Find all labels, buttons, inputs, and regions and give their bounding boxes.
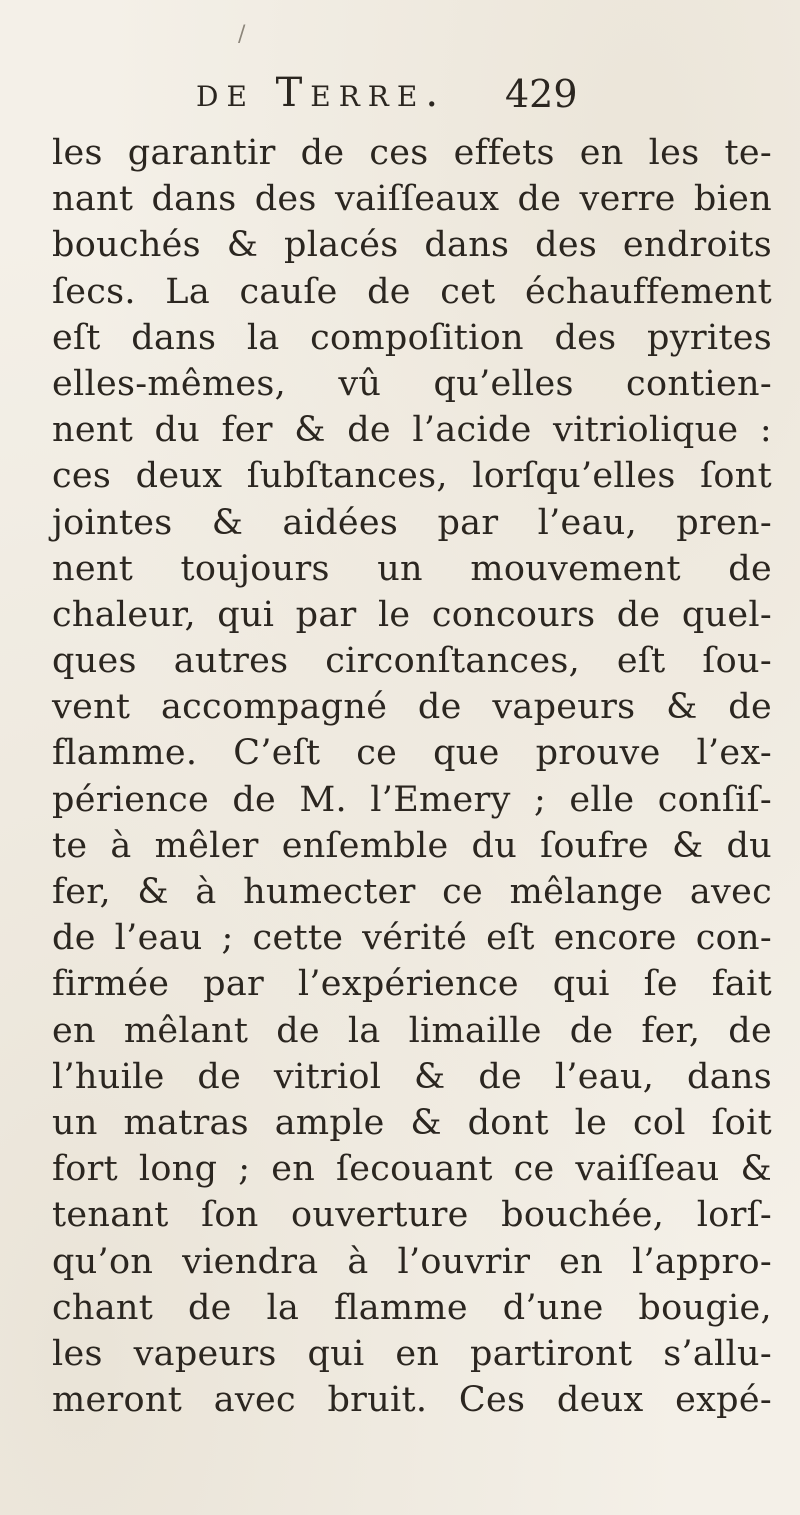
text-line: ces deux ſubſtances, lorſqu’elles ſont	[52, 456, 772, 497]
running-title: de Terre.	[196, 70, 447, 116]
text-line: eſt dans la compoſition des pyrites	[52, 317, 772, 358]
text-line: tenant ſon ouverture bouchée, lorſ-	[52, 1195, 772, 1236]
text-line: flamme. C’eſt ce que prouve l’ex-	[52, 733, 772, 774]
text-line: bouchés & placés dans des endroits	[52, 225, 772, 266]
stray-ink-mark: /	[238, 22, 246, 47]
text-line: elles-mêmes, vû qu’elles contien-	[52, 363, 772, 404]
page-number: 429	[505, 72, 578, 116]
text-line: fer, & à humecter ce mêlange avec	[52, 872, 772, 912]
text-line: fort long ; en ſecouant ce vaiſſeau &	[52, 1149, 772, 1190]
text-line: te à mêler enſemble du ſoufre & du	[52, 825, 772, 866]
text-line: firmée par l’expérience qui ſe fait	[52, 964, 772, 1005]
text-line: nent du fer & de l’acide vitriolique :	[52, 410, 772, 451]
text-line: nant dans des vaiſſeaux de verre bien	[52, 179, 772, 220]
text-line: un matras ample & dont le col ſoit	[52, 1102, 772, 1143]
text-line: ques autres circonſtances, eſt ſou-	[52, 641, 772, 682]
text-line: en mêlant de la limaille de fer, de	[52, 1010, 772, 1051]
text-line: chant de la flamme d’une bougie,	[52, 1287, 772, 1328]
text-line: qu’on viendra à l’ouvrir en l’appro-	[52, 1241, 772, 1282]
text-line: les garantir de ces effets en les te-	[52, 133, 772, 173]
text-line: ſecs. La cauſe de cet échauffement	[52, 271, 772, 312]
text-line: l’huile de vitriol & de l’eau, dans	[52, 1056, 772, 1097]
text-line: de l’eau ; cette vérité eſt encore con-	[52, 918, 772, 959]
text-line: vent accompagné de vapeurs & de	[52, 687, 772, 728]
text-line: chaleur, qui par le concours de quel-	[52, 594, 772, 635]
text-line: périence de M. l’Emery ; elle conſiſ-	[52, 779, 772, 820]
text-line: jointes & aidées par l’eau, pren-	[52, 502, 772, 543]
text-line: nent toujours un mouvement de	[52, 548, 772, 589]
text-line: meront avec bruit. Ces deux expé-	[52, 1380, 772, 1421]
text-line: les vapeurs qui en partiront s’allu-	[52, 1333, 772, 1374]
running-head	[0, 70, 800, 120]
body-text	[52, 130, 772, 1423]
